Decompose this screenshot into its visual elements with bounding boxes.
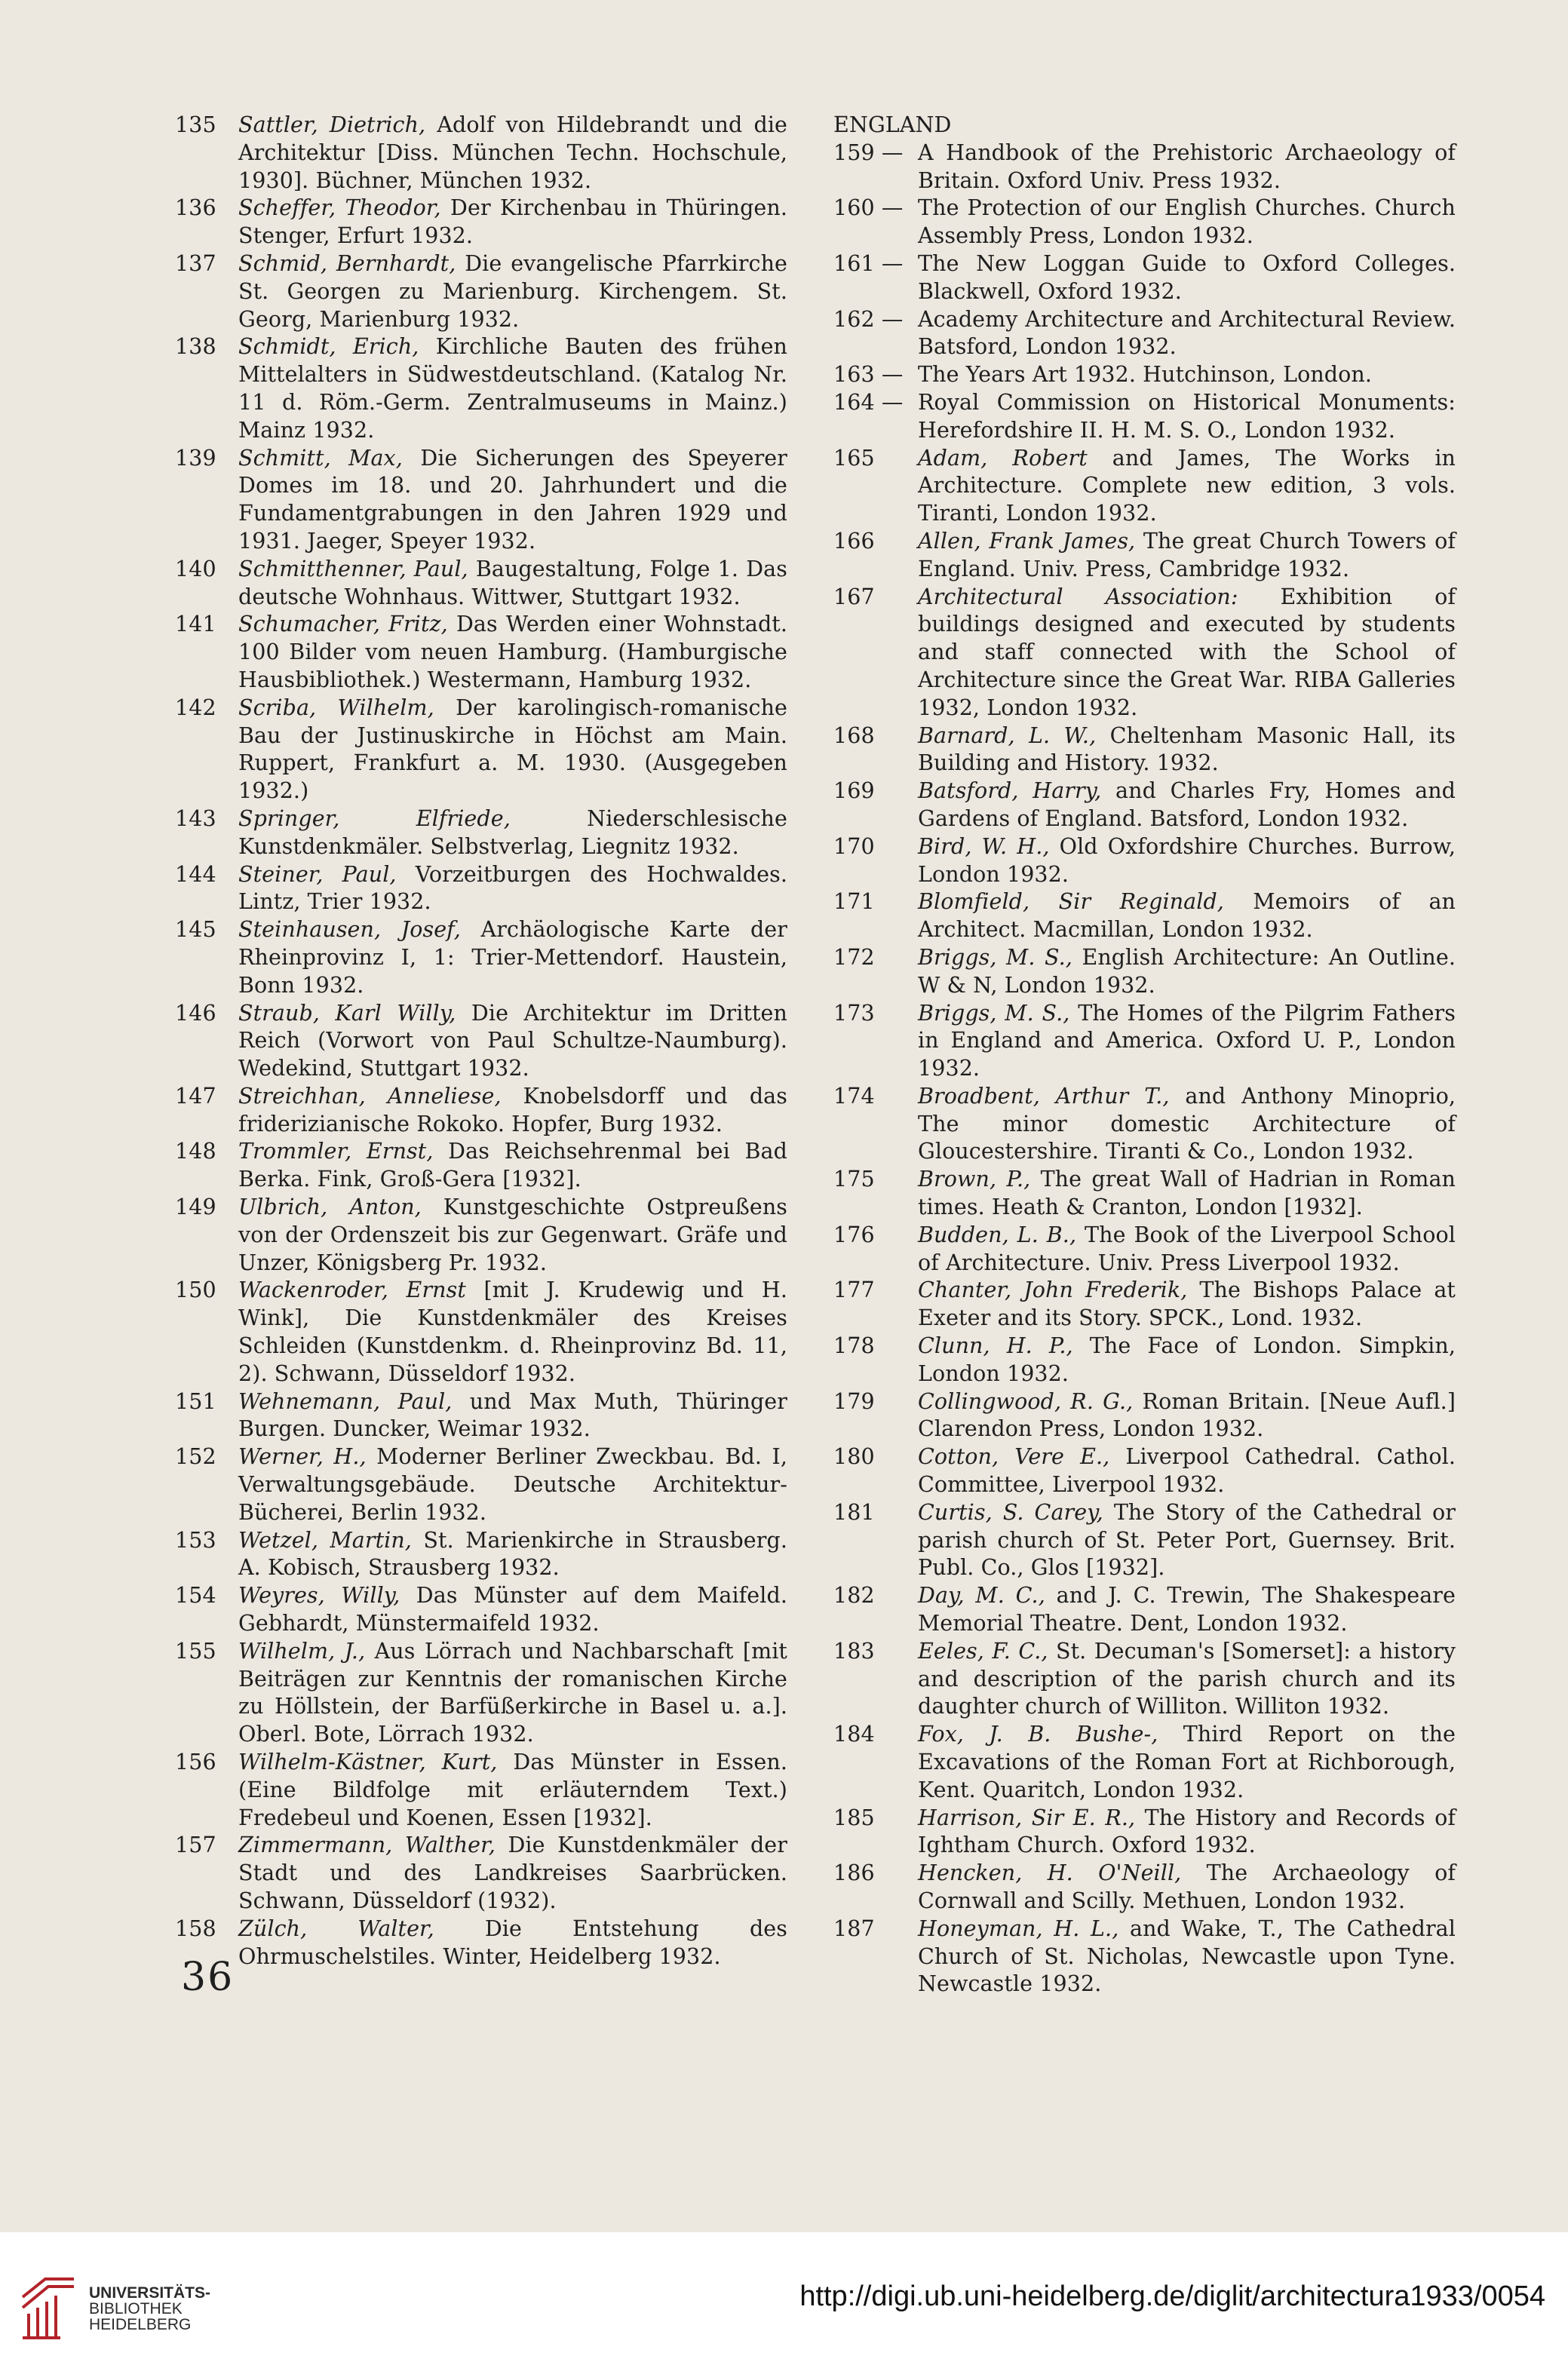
entry-text [918,389,1456,445]
entry-details: English Architecture: An Outline. W & N, London 1932. [918,944,1456,998]
entry-author: Allen, Frank James, [918,528,1136,554]
entry-author: Weyres, Willy, [238,1583,400,1609]
entry-text [918,722,1456,778]
entry-number: 144 [175,861,216,887]
entry-number: 143 [175,805,216,831]
entry-author: Schumacher, Fritz, [238,612,448,637]
entry-details: The Protection of our English Churches. Church Assembly Press, London 1932. [918,195,1456,249]
entry-details: and J. C. Trewin, The Shakespeare Memorial Theatre. Dent, London 1932. [918,1583,1456,1636]
section-heading-england: ENGLAND [833,112,952,137]
entry-text [918,1443,1456,1499]
bibliography-entry [175,556,787,612]
entry-text [918,1222,1456,1278]
entry-number: 148 [175,1139,216,1164]
bibliography-entry [833,528,1456,584]
entry-details: The History and Records of Ightham Church. Oxford 1932. [918,1805,1456,1858]
entry-number: 176 [833,1222,875,1247]
bibliography-entry [175,445,787,556]
entry-details: The great Church Towers of England. Univ. Press, Cambridge 1932. [918,528,1456,581]
entry-text [238,1749,787,1832]
entry-text [238,1083,787,1139]
library-name [89,2285,210,2333]
entry-author: Architectural Association: [918,584,1238,609]
entry-number: 181 [833,1499,875,1525]
entry-author: Schmitthenner, Paul, [238,556,468,581]
entry-number: 165 [833,445,875,471]
entry-details: St. Decuman's [Somerset]: a history and description of the parish church and its daughter church of Williton. Williton 1932. [918,1638,1456,1719]
entry-text [238,1638,787,1749]
entry-text [238,1388,787,1444]
bibliography-entry [833,1499,1456,1582]
entry-author: Budden, L. B., [918,1222,1077,1247]
bibliography-entry [833,1721,1456,1804]
entry-author: Scriba, Wilhelm, [238,695,434,720]
bibliography-entry [175,333,787,444]
entry-details: Cheltenham Masonic Hall, its Building and History. 1932. [918,722,1456,776]
entry-details: Das Münster in Essen. (Eine Bildfolge mit erläuterndem Text.) Fredebeul und Koenen, Essen [1932]. [238,1750,787,1830]
entry-text [238,861,787,917]
entry-details: The Book of the Liverpool School of Architecture. Univ. Press Liverpool 1932. [918,1222,1456,1275]
bibliography-entry [175,1638,787,1749]
entry-details: Die Sicherungen des Speyerer Domes im 18. und 20. Jahrhundert und die Fundamentgrabungen in den Jahren 1929 und 1931. Jaeger, Speyer 1932. [238,445,787,554]
entry-number: 135 [175,112,216,137]
entry-details: Kunstgeschichte Ostpreußens von der Ordenszeit bis zur Gegenwart. Gräfe und Unzer, Königsberg Pr. 1932. [238,1195,787,1275]
entry-details: Liverpool Cathedral. Cathol. Committee, Liverpool 1932. [918,1444,1456,1498]
right-column [833,112,1456,1998]
entry-details: Aus Lörrach und Nachbarschaft [mit Beiträgen zur Kenntnis der romanischen Kirche zu Höllstein, der Barfüßerkirche in Basel u. a.]. Oberl. Bote, Lörrach 1932. [238,1638,787,1747]
entry-author: Honeyman, H. L., [918,1916,1119,1941]
entry-text [918,445,1456,528]
entry-author: Springer, Elfriede, [238,805,511,831]
entry-author: Steiner, Paul, [238,861,397,887]
bibliography-entry [833,888,1456,944]
entry-details: Roman Britain. [Neue Aufl.] Clarendon Press, London 1932. [918,1388,1456,1442]
entry-details: Exhibition of buildings designed and executed by students and staff connected with the School of Architecture since the Great War. RIBA Galleries 1932, London 1932. [918,584,1456,720]
entry-text [238,805,787,861]
entry-number: 160 — [833,195,904,221]
entry-details: Die evangelische Pfarrkirche St. Georgen zu Marienburg. Kirchengem. St. Georg, Marienburg 1932. [238,250,787,332]
entry-text [238,195,787,250]
bibliography-entry [833,250,1456,306]
bibliography-entry [175,916,787,999]
entry-details: Der karolingisch-romanische Bau der Justinuskirche in Höchst am Main. Ruppert, Frankfurt a. M. 1930. (Ausgegeben 1932.) [238,695,787,804]
bibliography-entry [175,611,787,694]
entry-number: 175 [833,1167,875,1192]
bibliography-entry [833,833,1456,889]
entry-number: 174 [833,1083,875,1109]
entry-number: 168 [833,722,875,748]
entry-number: 159 — [833,140,904,165]
entry-details: Knobelsdorff und das friderizianische Rokoko. Hopfer, Burg 1932. [238,1083,787,1136]
entry-text [238,1138,787,1194]
entry-details: Moderner Berliner Zweckbau. Bd. I, Verwaltungsgebäude. Deutsche Architektur-Bücherei, Berlin 1932. [238,1444,787,1525]
entry-number: 167 [833,584,875,609]
entry-author: Curtis, S. Carey, [918,1499,1103,1525]
bibliography-entry [175,1388,787,1444]
entry-number: 161 — [833,250,904,276]
bibliography-entry [833,1083,1456,1166]
entry-number: 184 [833,1722,875,1747]
entry-author: Scheffer, Theodor, [238,195,441,221]
entry-text [918,1333,1456,1388]
bibliography-entry [175,1443,787,1526]
entry-text [238,556,787,612]
bibliography-entry [833,1277,1456,1333]
entry-author: Briggs, M. S., [918,944,1072,970]
bibliography-entry [175,250,787,333]
entry-author: Day, M. C., [918,1583,1045,1609]
entry-number: 156 [175,1750,216,1775]
entry-number: 137 [175,250,216,276]
entry-number: 151 [175,1388,216,1414]
library-logo-icon [15,2274,81,2341]
bibliography-entry [175,1277,787,1388]
bibliography-entry [833,1000,1456,1083]
entry-text [918,1638,1456,1721]
entry-text [918,1083,1456,1166]
entry-details: Old Oxfordshire Churches. Burrow, London 1932. [918,833,1456,887]
entry-details: The Years Art 1932. Hutchinson, London. [918,362,1373,388]
entry-author: Collingwood, R. G., [918,1388,1134,1414]
bibliography-entry [833,445,1456,528]
entry-text [918,1721,1456,1804]
bibliography-entry [833,1916,1456,1998]
entry-details: Adolf von Hildebrandt und die Architektur [Diss. München Techn. Hochschule, 1930]. Büchner, München 1932. [238,112,787,193]
bibliography-entry [833,1333,1456,1388]
entry-text [918,195,1456,250]
entry-text [918,1000,1456,1083]
entry-text [918,1916,1456,1998]
entry-author: Zimmermann, Walther, [238,1833,496,1858]
entry-number: 140 [175,556,216,581]
entry-author: Broadbent, Arthur T., [918,1083,1170,1109]
entry-details: Royal Commission on Historical Monuments: Herefordshire II. H. M. S. O., London 1932. [918,389,1456,443]
bibliography-entry [175,695,787,805]
library-name-line2: BIBLIOTHEK [89,2300,183,2317]
entry-number: 166 [833,528,875,554]
bibliography-entry [833,778,1456,833]
entry-text [918,140,1456,195]
bibliography-entry [833,1582,1456,1638]
entry-text [238,250,787,333]
entry-number: 173 [833,1000,875,1026]
entry-details: Third Report on the Excavations of the Roman Fort at Richborough, Kent. Quaritch, London 1932. [918,1722,1456,1802]
entry-number: 136 [175,195,216,221]
entry-details: The New Loggan Guide to Oxford Colleges. Blackwell, Oxford 1932. [918,250,1456,304]
entry-text [918,1166,1456,1222]
entry-details: Baugestaltung, Folge 1. Das deutsche Wohnhaus. Wittwer, Stuttgart 1932. [238,556,787,609]
entry-number: 162 — [833,306,904,332]
entry-author: Schmid, Bernhardt, [238,250,456,276]
entry-number: 177 [833,1278,875,1303]
entry-number: 141 [175,612,216,637]
entry-text [918,306,1456,362]
entry-text [918,833,1456,889]
entry-number: 146 [175,1000,216,1026]
bibliography-entry [175,1582,787,1638]
entry-number: 170 [833,833,875,859]
entry-text [238,1443,787,1526]
entry-text [918,250,1456,306]
entry-number: 182 [833,1583,875,1609]
bibliography-entry [833,1222,1456,1278]
bibliography-entry [833,389,1456,445]
entry-author: Wackenroder, Ernst [238,1278,466,1303]
entry-number: 179 [833,1388,875,1414]
entry-number: 145 [175,917,216,943]
entry-text [918,528,1456,584]
entry-number: 153 [175,1527,216,1553]
entry-author: Hencken, H. O'Neill, [918,1860,1182,1886]
entry-author: Blomfield, Sir Reginald, [918,889,1224,915]
entry-number: 155 [175,1638,216,1664]
entry-details: Archäologische Karte der Rheinprovinz I, 1: Trier-Mettendorf. Haustein, Bonn 1932. [238,917,787,998]
entry-text [238,112,787,195]
entry-details: Niederschlesische Kunstdenkmäler. Selbstverlag, Liegnitz 1932. [238,805,787,859]
entry-author: Chanter, John Frederik, [918,1278,1188,1303]
bibliography-entry [833,140,1456,195]
entry-number: 150 [175,1278,216,1303]
entry-details: and Anthony Minoprio, The minor domestic Architecture of Gloucestershire. Tiranti & Co., London 1932. [918,1083,1456,1164]
entry-number: 157 [175,1833,216,1858]
entry-details: Der Kirchenbau in Thüringen. Stenger, Erfurt 1932. [238,195,787,249]
entry-number: 180 [833,1444,875,1470]
bibliography-entry [833,944,1456,1000]
entry-text [238,695,787,805]
entry-author: Schmidt, Erich, [238,334,419,360]
entry-number: 163 — [833,362,904,388]
bibliography-entry [833,1388,1456,1444]
entry-details: [mit J. Krudewig und H. Wink], Die Kunstdenkmäler des Kreises Schleiden (Kunstdenkm. d. Rheinprovinz Bd. 11, 2). Schwann, Düsseldorf 1932. [238,1278,787,1386]
entry-text [238,445,787,556]
left-column [175,112,787,1971]
entry-author: Wehnemann, Paul, [238,1388,453,1414]
entry-author: Ulbrich, Anton, [238,1195,422,1220]
bibliography-entry [833,195,1456,250]
entry-details: and Charles Fry, Homes and Gardens of England. Batsford, London 1932. [918,778,1456,831]
entry-details: The Face of London. Simpkin, London 1932. [918,1333,1456,1386]
entry-text [238,1832,787,1915]
bibliography-entry [175,1527,787,1583]
page-number: 36 [181,1955,235,2000]
entry-text [918,888,1456,944]
entry-number: 147 [175,1083,216,1109]
bibliography-entry [175,1138,787,1194]
entry-number: 186 [833,1860,875,1886]
bibliography-entry [175,861,787,917]
entry-details: Die Entstehung des Ohrmuschelstiles. Winter, Heidelberg 1932. [238,1916,787,1969]
entry-number: 169 [833,778,875,804]
entry-details: The Bishops Palace at Exeter and its Story. SPCK., Lond. 1932. [918,1278,1456,1331]
entry-details: and James, The Works in Architecture. Complete new edition, 3 vols. Tiranti, London 1932. [918,445,1456,526]
entry-number: 178 [833,1333,875,1359]
source-url-link[interactable]: http://digi.ub.uni-heidelberg.de/diglit/architectura1933/0054 [799,2281,1545,2312]
entry-number: 152 [175,1444,216,1470]
entry-author: Straub, Karl Willy, [238,1000,456,1026]
entry-details: A Handbook of the Prehistoric Archaeology of Britain. Oxford Univ. Press 1932. [918,140,1456,193]
bibliography-entry [175,1832,787,1915]
bibliography-entry [833,1638,1456,1721]
entry-author: Steinhausen, Josef, [238,917,461,943]
entry-details: Das Münster auf dem Maifeld. Gebhardt, Münstermaifeld 1932. [238,1583,787,1636]
entry-text [918,944,1456,1000]
entry-text [238,1194,787,1277]
bibliography-entry [833,361,1456,389]
entry-text [918,1860,1456,1916]
entry-author: Trommler, Ernst, [238,1139,434,1164]
entry-details: Kirchliche Bauten des frühen Mittelalters in Südwestdeutschland. (Katalog Nr. 11 d. Röm.-Germ. Zentralmuseums in Mainz.) Mainz 1932. [238,334,788,443]
entry-author: Streichhan, Anneliese, [238,1083,502,1109]
entry-number: 142 [175,695,216,720]
entry-text [918,1388,1456,1444]
entry-details: The great Wall of Hadrian in Roman times. Heath & Cranton, London [1932]. [918,1167,1456,1220]
entry-number: 138 [175,334,216,360]
entry-text [238,611,787,694]
entry-details: The Homes of the Pilgrim Fathers in England and America. Oxford U. P., London 1932. [918,1000,1456,1081]
entry-details: Memoirs of an Architect. Macmillan, London 1932. [918,889,1456,943]
entry-author: Zülch, Walter, [238,1916,434,1941]
entry-author: Adam, Robert [918,445,1088,471]
entry-text [238,333,787,444]
entry-number: 149 [175,1195,216,1220]
entry-text [918,1805,1456,1860]
bibliography-entry [833,306,1456,362]
entry-number: 185 [833,1805,875,1830]
entry-text [238,1916,787,1971]
entry-author: Eeles, F. C., [918,1638,1048,1664]
footer-bar [0,2232,1568,2371]
bibliography-entry [833,1166,1456,1222]
entry-text [918,1277,1456,1333]
bibliography-entry [833,1860,1456,1916]
entry-text [918,584,1456,722]
entry-author: Batsford, Harry, [918,778,1102,804]
entry-text [238,1000,787,1083]
library-name-line1: UNIVERSITÄTS- [89,2284,211,2302]
entry-details: and Wake, T., The Cathedral Church of St. Nicholas, Newcastle upon Tyne. Newcastle 1932. [918,1916,1456,1997]
entry-author: Schmitt, Max, [238,445,403,471]
bibliography-entry [175,195,787,250]
entry-text [238,1277,787,1388]
entry-author: Wilhelm-Kästner, Kurt, [238,1750,498,1775]
entry-details: Das Werden einer Wohnstadt. 100 Bilder vom neuen Hamburg. (Hamburgische Hausbibliothek.) Westermann, Hamburg 1932. [238,612,787,692]
entry-author: Brown, P., [918,1167,1031,1192]
bibliography-entry [175,1000,787,1083]
entry-text [918,778,1456,833]
bibliography-entry [833,1443,1456,1499]
bibliography-entry [833,1805,1456,1860]
entry-author: Wilhelm, J., [238,1638,366,1664]
entry-details: Academy Architecture and Architectural Review. Batsford, London 1932. [918,306,1456,360]
entry-number: 139 [175,445,216,471]
bibliography-entry [175,1083,787,1139]
entry-number: 164 — [833,389,904,415]
entry-text [238,1582,787,1638]
entry-author: Wetzel, Martin, [238,1527,412,1553]
bibliography-entry [175,805,787,861]
entry-number: 154 [175,1583,216,1609]
entry-author: Werner, H., [238,1444,367,1470]
bibliography-entry [175,112,787,195]
entry-details: The Archaeology of Cornwall and Scilly. Methuen, London 1932. [918,1860,1456,1913]
entry-details: Das Reichsehrenmal bei Bad Berka. Fink, Groß-Gera [1932]. [238,1139,787,1192]
entry-author: Clunn, H. P., [918,1333,1073,1359]
bibliography-entry [175,1916,787,1971]
entry-text [918,361,1456,389]
entry-details: The Story of the Cathedral or parish church of St. Peter Port, Guernsey. Brit. Publ. Co., Glos [1932]. [918,1499,1456,1581]
entry-text [238,916,787,999]
library-name-line3: HEIDELBERG [89,2316,192,2333]
bibliography-entry [833,584,1456,722]
entry-details: Die Architektur im Dritten Reich (Vorwort von Paul Schultze-Naumburg). Wedekind, Stuttgart 1932. [238,1000,787,1081]
entry-details: und Max Muth, Thüringer Burgen. Duncker, Weimar 1932. [238,1388,787,1442]
entry-text [238,1527,787,1583]
entry-author: Fox, J. B. Bushe-, [918,1722,1158,1747]
entry-author: Bird, W. H., [918,833,1050,859]
entry-text [918,1499,1456,1582]
entry-text [918,1582,1456,1638]
entry-details: Die Kunstdenkmäler der Stadt und des Landkreises Saarbrücken. Schwann, Düsseldorf (1932). [238,1833,787,1913]
bibliography-entry [833,722,1456,778]
entry-number: 171 [833,889,875,915]
entry-author: Briggs, M. S., [918,1000,1070,1026]
entry-author: Harrison, Sir E. R., [918,1805,1136,1830]
bibliography-entry [175,1194,787,1277]
entry-details: St. Marienkirche in Strausberg. A. Kobisch, Strausberg 1932. [238,1527,787,1581]
entry-number: 158 [175,1916,216,1941]
entry-author: Cotton, Vere E., [918,1444,1110,1470]
entry-number: 172 [833,944,875,970]
bibliography-entry [175,1749,787,1832]
entry-author: Sattler, Dietrich, [238,112,426,137]
entry-number: 187 [833,1916,875,1941]
entry-number: 183 [833,1638,875,1664]
entry-author: Barnard, L. W., [918,722,1097,748]
entry-details: Vorzeitburgen des Hochwaldes. Lintz, Trier 1932. [238,861,787,915]
